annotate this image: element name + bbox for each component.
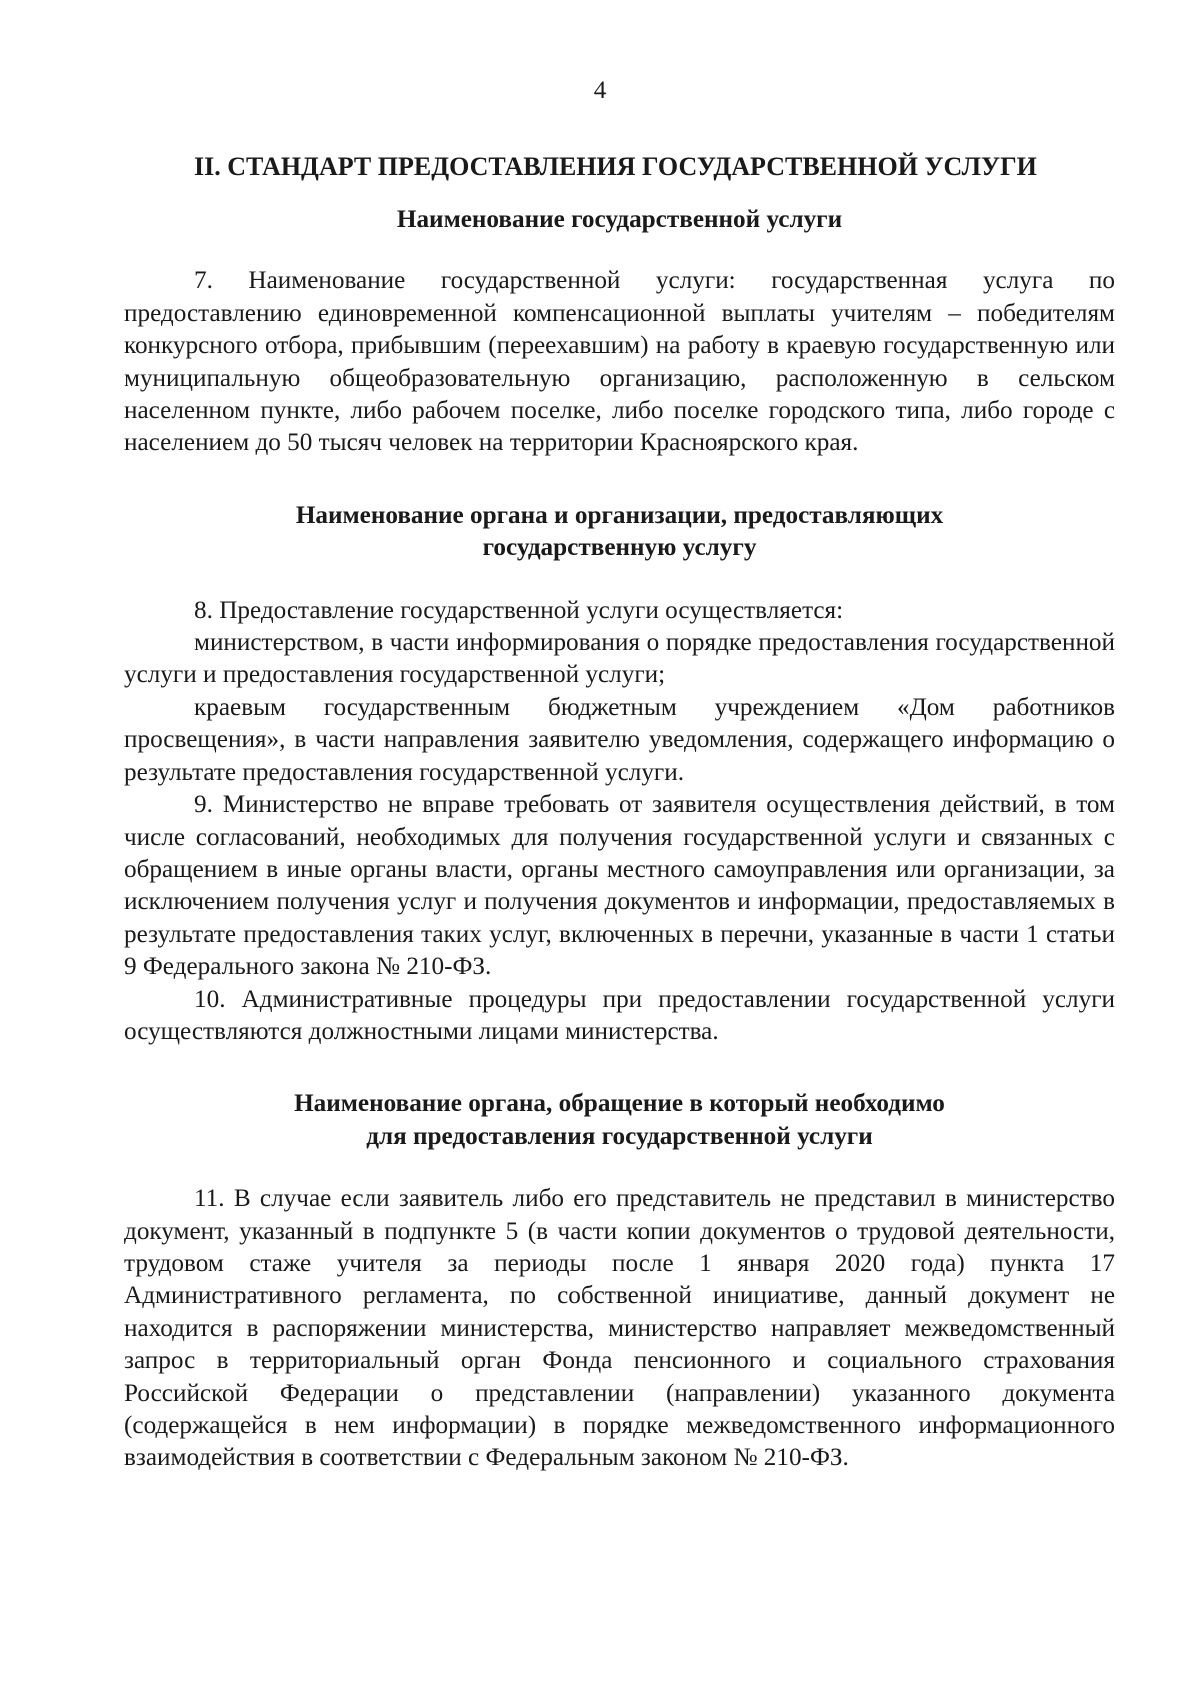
page-content [124, 150, 1115, 1475]
section-heading-line: Наименование государственной услуги [396, 206, 843, 233]
section-heading-line: государственную услугу [482, 534, 757, 562]
page-number: 4 [593, 77, 607, 104]
section-heading-service-name [124, 204, 1115, 236]
section-heading-line: Наименование органа, обращение в который необходимо [294, 1090, 945, 1118]
paragraph-8: 8. Предоставление государственной услуги осуществляется: [194, 596, 844, 624]
paragraph-7: 7. Наименование государственной услуги: государственная услуга по предоставлению единовременной компенсационной выплаты учителям – победителям конкурсного отбора, прибывшим (переехавшим) на работу в краевую государственную или муниципальную общеобразовательную организацию, расположенную в сельском населенном пункте, либо рабочем поселке, либо поселке городского типа, либо городе с населением до 50 тысяч человек на территории Красноярского края. [124, 267, 1115, 457]
paragraph-10: 10. Административные процедуры при предоставлении государственной услуги осуществляются должностными лицами министерства. [124, 985, 1115, 1045]
paragraph-9: 9. Министерство не вправе требовать от заявителя осуществления действий, в том числе согласований, необходимых для получения государственной услуги и связанных с обращением в иные органы власти, органы местного самоуправления или организации, за исключением получения услуг и получения документов и информации, предоставляемых в результате предоставления таких услуг, включенных в перечни, указанные в части 1 статьи 9 Федерального закона № 210-ФЗ. [124, 791, 1115, 981]
paragraph-8-ministry: министерством, в части информирования о порядке предоставления государственной услуги и предоставления государственной услуги; [124, 629, 1115, 689]
section-heading-required-body [124, 1088, 1115, 1153]
paragraph-11: 11. В случае если заявитель либо его представитель не представил в министерство документ, указанный в подпункте 5 (в части копии документов о трудовой деятельности, трудовом стаже учителя за периоды после 1 января 2020 года) пункта 17 Административного регламента, по собственной инициативе, данный документ не находится в распоряжении министерства, министерство направляет межведомственный запрос в территориальный орган Фонда пенсионного и социального страхования Российской Федерации о представлении (направлении) указанного документа (содержащейся в нем информации) в порядке межведомственного информационного взаимодействия в соответствии с Федеральным законом № 210-ФЗ. [124, 1185, 1115, 1472]
paragraph-8-institution: краевым государственным бюджетным учреждением «Дом работников просвещения», в части направления заявителю уведомления, содержащего информацию о результате предоставления государственной услуги. [124, 693, 1115, 786]
chapter-title: II. СТАНДАРТ ПРЕДОСТАВЛЕНИЯ ГОСУДАРСТВЕННОЙ УСЛУГИ [194, 152, 1037, 181]
section-heading-line: Наименование органа и организации, предоставляющих [295, 501, 944, 529]
section-heading-line: для предоставления государственной услуги [366, 1122, 873, 1150]
section-heading-providing-body [124, 500, 1115, 565]
